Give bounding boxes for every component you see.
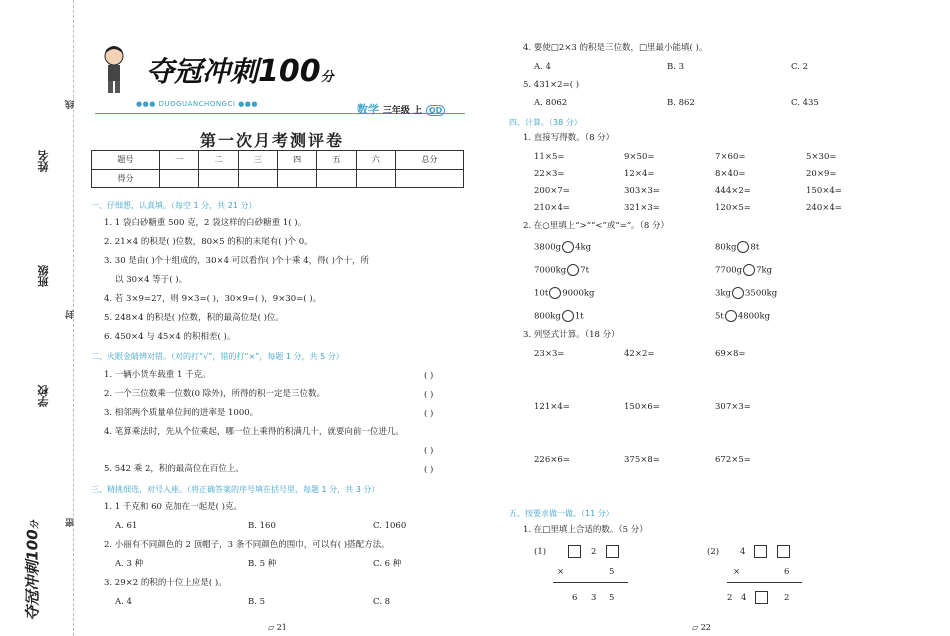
s2-q2: 2. 一个三位数乘一位数(0 除外)，所得的积一定是三位数。 xyxy=(104,389,326,399)
score-header: 五 xyxy=(317,151,356,170)
score-header: 题号 xyxy=(92,151,160,170)
s3-q1-option[interactable]: C. 1060 xyxy=(373,521,407,531)
compare-item: 3kg 3500kg xyxy=(715,288,778,299)
s3-q1: 1. 1 千克和 60 克加在一起是( )克。 xyxy=(104,502,242,512)
brand-pinyin: ●●● DUOGUANCHONGCI ●●● xyxy=(136,100,258,108)
direct-calc: 303×3= xyxy=(624,186,660,196)
score-cell[interactable] xyxy=(277,169,316,188)
s3-q3-option[interactable]: C. 8 xyxy=(373,597,391,607)
class-label: 班级 xyxy=(37,265,50,287)
section3-title: 三、精挑细选，对号入座。（将正确答案的序号填在括号里，每题 1 分，共 3 分） xyxy=(91,485,380,494)
score-cell[interactable] xyxy=(199,169,238,188)
s3-q1-option[interactable]: A. 61 xyxy=(115,521,138,531)
s3-q3-option[interactable]: A. 4 xyxy=(115,597,132,607)
s1-q4: 4. 若 3×9=27，则 9×3=( )，30×9=( )，9×30=( )。 xyxy=(104,294,322,304)
vertical-calc: 121×4= xyxy=(534,402,570,412)
direct-calc: 12×4= xyxy=(624,169,655,179)
vertical-calc: 672×5= xyxy=(715,455,751,465)
s3-q4-option[interactable]: C. 2 xyxy=(791,62,809,72)
direct-calc: 240×4= xyxy=(806,203,842,213)
s3-q2-option[interactable]: C. 6 种 xyxy=(373,559,402,569)
vertical-calc: 42×2= xyxy=(624,349,655,359)
s3-q5-option[interactable]: B. 862 xyxy=(667,98,695,108)
compare-circle[interactable] xyxy=(725,310,737,322)
score-cell[interactable] xyxy=(317,169,356,188)
direct-calc: 11×5= xyxy=(534,152,565,162)
puzzle-2-result: 2 xyxy=(784,593,790,603)
puzzle-2-result: 2 xyxy=(727,593,733,603)
binding-mark-feng: 封 xyxy=(66,310,76,319)
score-row-label: 得分 xyxy=(92,169,160,188)
s3-q1-option[interactable]: B. 160 xyxy=(248,521,276,531)
s1-q1: 1. 1 袋白砂糖重 500 克，2 袋这样的白砂糖重 1( )。 xyxy=(104,218,307,228)
puzzle-1-multiplier: 5 xyxy=(609,567,615,577)
subject-label: 数学 三年级 上 QD xyxy=(357,101,445,117)
section4-title: 四、计算。（38 分） xyxy=(509,118,582,127)
direct-calc: 150×4= xyxy=(806,186,842,196)
compare-item: 10t 9000kg xyxy=(534,288,595,299)
score-cell[interactable] xyxy=(159,169,198,188)
page-number-left: ▱ 21 xyxy=(268,623,287,632)
blank-box[interactable] xyxy=(606,545,619,558)
s2-q4: 4. 笔算乘法时，先从个位乘起，哪一位上乘得的积满几十，就要向前一位进几。 xyxy=(104,427,404,437)
s3-q5: 5. 431×2=( ) xyxy=(523,80,580,90)
compare-circle[interactable] xyxy=(562,310,574,322)
puzzle-2-digit: 4 xyxy=(740,547,746,557)
s3-q2-option[interactable]: A. 3 种 xyxy=(115,559,144,569)
blank-box[interactable] xyxy=(777,545,790,558)
score-header: 二 xyxy=(199,151,238,170)
answer-paren[interactable]: ( ) xyxy=(424,371,434,381)
s3-q3-option[interactable]: B. 5 xyxy=(248,597,266,607)
s3-q5-option[interactable]: A. 8062 xyxy=(534,98,568,108)
puzzle-1-label: (1) xyxy=(534,547,547,557)
puzzle-1-rule xyxy=(553,582,628,583)
answer-paren[interactable]: ( ) xyxy=(424,465,434,475)
s1-q6: 6. 450×4 与 45×4 的积相差( )。 xyxy=(104,332,236,342)
score-header: 四 xyxy=(277,151,316,170)
answer-paren[interactable]: ( ) xyxy=(424,446,434,456)
exam-title: 第一次月考测评卷 xyxy=(200,131,345,150)
score-cell[interactable] xyxy=(396,169,464,188)
direct-calc: 22×3= xyxy=(534,169,565,179)
compare-circle[interactable] xyxy=(743,264,755,276)
score-cell[interactable] xyxy=(356,169,395,188)
puzzle-1-result: 6 xyxy=(572,593,578,603)
compare-item: 5t 4800kg xyxy=(715,311,771,322)
direct-calc: 210×4= xyxy=(534,203,570,213)
score-header: 六 xyxy=(356,151,395,170)
direct-calc: 444×2= xyxy=(715,186,751,196)
vertical-calc: 69×8= xyxy=(715,349,746,359)
compare-item: 3800g 4kg xyxy=(534,242,592,253)
puzzle-2-result: 4 xyxy=(741,593,747,603)
direct-calc: 7×60= xyxy=(715,152,746,162)
puzzle-2-label: (2) xyxy=(707,547,720,557)
score-header: 三 xyxy=(238,151,277,170)
s3-q4-option[interactable]: A. 4 xyxy=(534,62,551,72)
score-header: 一 xyxy=(159,151,198,170)
answer-paren[interactable]: ( ) xyxy=(424,409,434,419)
s1-q2: 2. 21×4 的积是( )位数，80×5 的积的末尾有( )个 0。 xyxy=(104,237,313,247)
s1-q3b: 以 30×4 等于( )。 xyxy=(115,275,188,285)
compare-circle[interactable] xyxy=(549,287,561,299)
direct-calc: 200×7= xyxy=(534,186,570,196)
school-label: 学校 xyxy=(37,385,50,407)
blank-box[interactable] xyxy=(568,545,581,558)
s3-q3: 3. 29×2 的积的十位上应是( )。 xyxy=(104,578,227,588)
compare-item: 7000kg 7t xyxy=(534,265,590,276)
s5-p1: 1. 在□里填上合适的数。（5 分） xyxy=(523,525,648,535)
side-brand-logo: 夺冠冲刺100分 xyxy=(23,520,42,621)
direct-calc: 20×9= xyxy=(806,169,837,179)
brand-logo: 夺冠冲刺100分 xyxy=(146,54,334,89)
puzzle-1-times: × xyxy=(557,567,565,577)
puzzle-1-result: 5 xyxy=(609,593,615,603)
vertical-calc: 23×3= xyxy=(534,349,565,359)
compare-circle[interactable] xyxy=(737,241,749,253)
mascot-icon xyxy=(100,44,128,96)
blank-box[interactable] xyxy=(754,545,767,558)
score-cell[interactable] xyxy=(238,169,277,188)
s1-q5: 5. 248×4 的积是( )位数，积的最高位是( )位。 xyxy=(104,313,284,323)
compare-item: 7700g 7kg xyxy=(715,265,773,276)
page-number-right: ▱ 22 xyxy=(692,623,711,632)
score-header: 总分 xyxy=(396,151,464,170)
binding-mark-xian: 线 xyxy=(66,100,76,109)
compare-item: 80kg 8t xyxy=(715,242,760,253)
vertical-calc: 150×6= xyxy=(624,402,660,412)
vertical-calc: 307×3= xyxy=(715,402,751,412)
answer-paren[interactable]: ( ) xyxy=(424,390,434,400)
s3-q2: 2. 小丽有不同颜色的 2 顶帽子，3 条不同颜色的围巾，可以有( )搭配方法。 xyxy=(104,540,390,550)
s3-q4-option[interactable]: B. 3 xyxy=(667,62,685,72)
compare-item: 800kg 1t xyxy=(534,311,584,322)
direct-calc: 8×40= xyxy=(715,169,746,179)
s3-q5-option[interactable]: C. 435 xyxy=(791,98,819,108)
direct-calc: 321×3= xyxy=(624,203,660,213)
direct-calc: 5×30= xyxy=(806,152,837,162)
binding-mark-mi: 密 xyxy=(66,518,76,527)
puzzle-1-result: 3 xyxy=(591,593,597,603)
section2-title: 二、火眼金睛辨对错。（对的打“√”，错的打“×”，每题 1 分，共 5 分） xyxy=(91,352,344,361)
vertical-calc: 375×8= xyxy=(624,455,660,465)
puzzle-1-digit: 2 xyxy=(591,547,597,557)
s4-p1: 1. 直接写得数。（8 分） xyxy=(523,133,615,143)
s2-q3: 3. 相邻两个质量单位间的进率是 1000。 xyxy=(104,408,259,418)
s4-p2: 2. 在○里填上“>”“<”或“=”。（8 分） xyxy=(523,221,670,231)
s3-q4: 4. 要使□2×3 的积是三位数，□里最小能填( )。 xyxy=(523,43,708,53)
puzzle-2-rule xyxy=(727,582,802,583)
name-label: 姓名 xyxy=(37,150,50,172)
puzzle-2-times: × xyxy=(733,567,741,577)
s4-p3: 3. 列竖式计算。（18 分） xyxy=(523,330,620,340)
section1-title: 一、仔细想，认真填。（每空 1 分，共 21 分） xyxy=(91,201,257,210)
section5-title: 五、按要求做一做。（11 分） xyxy=(509,509,614,518)
compare-circle[interactable] xyxy=(562,241,574,253)
direct-calc: 120×5= xyxy=(715,203,751,213)
s3-q2-option[interactable]: B. 5 种 xyxy=(248,559,277,569)
vertical-calc: 226×6= xyxy=(534,455,570,465)
s1-q3a: 3. 30 是由( )个十组成的，30×4 可以看作( )个十乘 4，得( )个十，所 xyxy=(104,256,369,266)
compare-circle[interactable] xyxy=(567,264,579,276)
score-table xyxy=(91,150,464,188)
direct-calc: 9×50= xyxy=(624,152,655,162)
s2-q1: 1. 一辆小货车载重 1 千克。 xyxy=(104,370,211,380)
compare-circle[interactable] xyxy=(732,287,744,299)
puzzle-2-multiplier: 6 xyxy=(784,567,790,577)
s2-q5: 5. 542 乘 2，积的最高位在百位上。 xyxy=(104,464,244,474)
blank-box[interactable] xyxy=(755,591,768,604)
